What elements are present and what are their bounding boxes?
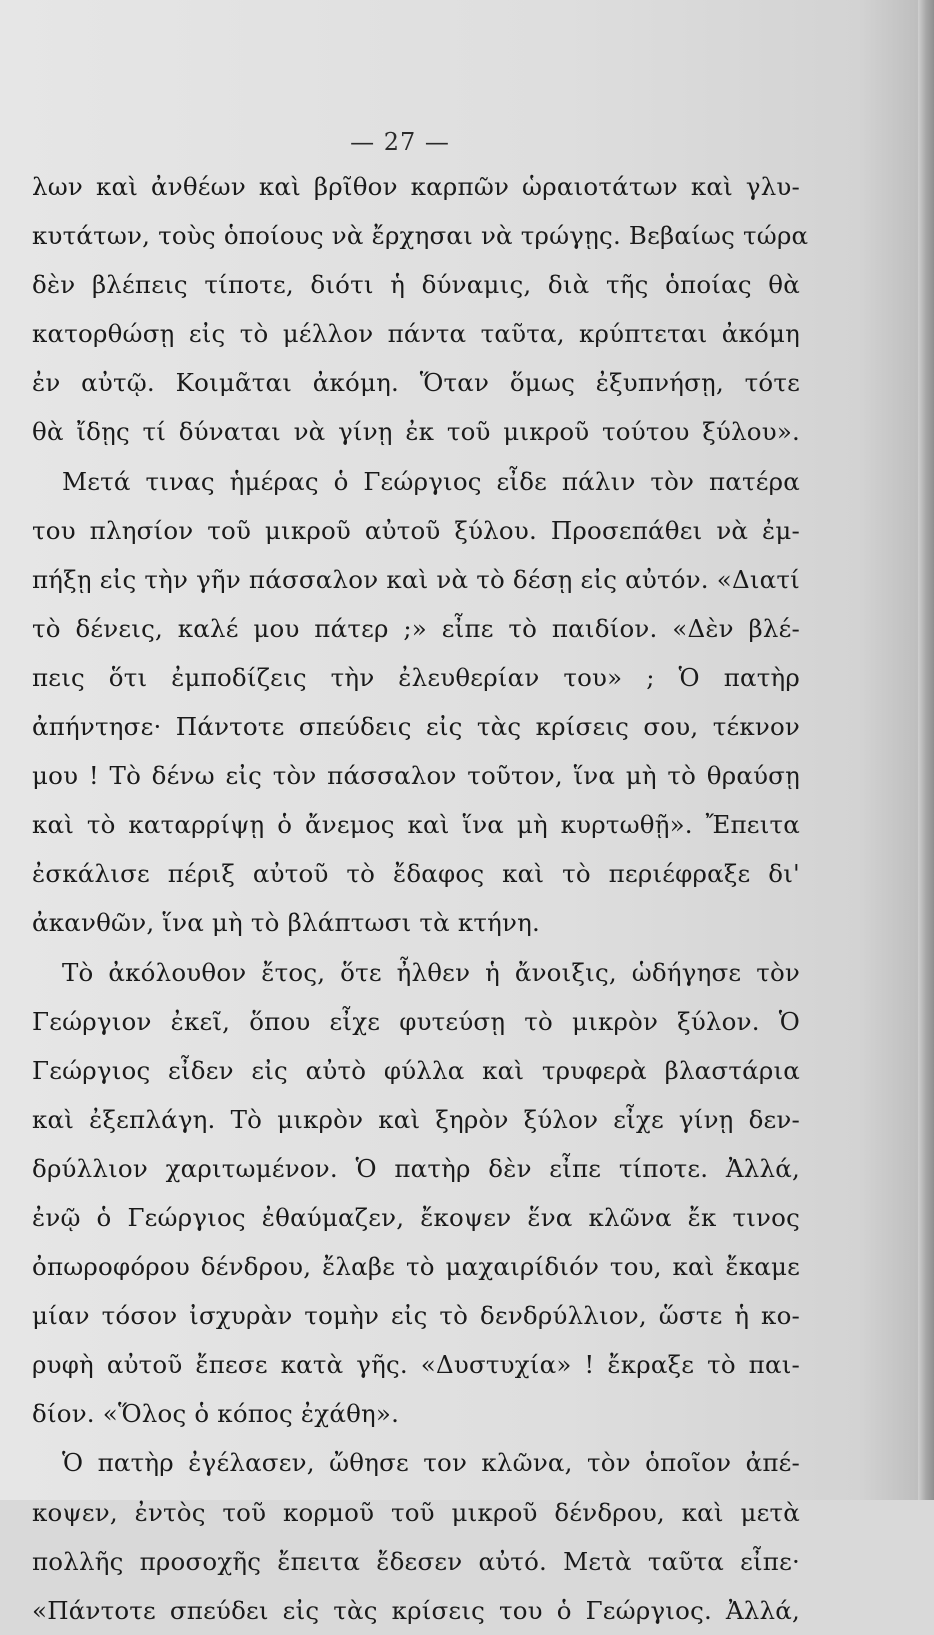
text-line: δὲν βλέπεις τίποτε, διότι ἡ δύναμις, διὰ τῆς ὁποίας θὰ [32, 270, 800, 300]
paragraph-end-line: δίον. «Ὅλος ὁ κόπος ἐχάθη». [32, 1399, 400, 1429]
text-line: ἀπήντησε· Πάντοτε σπεύδεις εἰς τὰς κρίσεις σου, τέκνον [32, 712, 800, 742]
text-line: ἐν αὐτῷ. Κοιμᾶται ἀκόμη. Ὅταν ὅμως ἐξυπνήσῃ, τότε [32, 368, 800, 398]
text-line: καὶ τὸ καταρρίψῃ ὁ ἄνεμος καὶ ἵνα μὴ κυρτωθῇ». Ἔπειτα [32, 810, 800, 840]
body-text [32, 162, 809, 1635]
text-line: πεις ὅτι ἐμποδίζεις τὴν ἐλευθερίαν του» ; Ὁ πατὴρ [32, 662, 800, 692]
text-line: ἐσκάλισε πέριξ αὐτοῦ τὸ ἔδαφος καὶ τὸ περιέφραξε δι' [32, 859, 800, 889]
text-line: τὸ δένεις, καλέ μου πάτερ ;» εἶπε τὸ παιδίον. «Δὲν βλέ- [32, 613, 800, 643]
text-line: ἐνῷ ὁ Γεώργιος ἐθαύμαζεν, ἔκοψεν ἕνα κλῶνα ἔκ τινος [32, 1202, 800, 1232]
paragraph-start-line: Μετά τινας ἡμέρας ὁ Γεώργιος εἶδε πάλιν τὸν πατέρα [62, 466, 800, 496]
text-line: λων καὶ ἀνθέων καὶ βρῖθον καρπῶν ὡραιοτάτων καὶ γλυ- [32, 172, 800, 201]
text-line: κατορθώσῃ εἰς τὸ μέλλον πάντα ταῦτα, κρύπτεται ἀκόμη [32, 319, 800, 349]
text-line: του πλησίον τοῦ μικροῦ αὐτοῦ ξύλου. Προσεπάθει νὰ ἐμ- [32, 515, 800, 545]
paragraph-end-line: ἀκανθῶν, ἵνα μὴ τὸ βλάπτωσι τὰ κτήνη. [32, 908, 540, 938]
text-line: ὀπωροφόρου δένδρου, ἔλαβε τὸ μαχαιρίδιόν του, καὶ ἔκαμε [32, 1252, 800, 1282]
page-number: — 27 — [350, 128, 450, 156]
paragraph-start-line: Τὸ ἀκόλουθον ἔτος, ὅτε ἦλθεν ἡ ἄνοιξις, ὡδήγησε τὸν [62, 957, 800, 987]
text-line: κυτάτων, τοὺς ὁποίους νὰ ἔρχησαι νὰ τρώγῃς. Βεβαίως τώρα [32, 221, 809, 251]
text-line: Γεώργιος εἶδεν εἰς αὐτὸ φύλλα καὶ τρυφερὰ βλαστάρια [32, 1055, 800, 1085]
text-line: πήξῃ εἰς τὴν γῆν πάσσαλον καὶ νὰ τὸ δέσῃ εἰς αὐτόν. «Διατί [32, 564, 800, 594]
text-line: θὰ ἴδῃς τί δύναται νὰ γίνῃ ἐκ τοῦ μικροῦ τούτου ξύλου». [32, 417, 800, 447]
text-line: μου ! Τὸ δένω εἰς τὸν πάσσαλον τοῦτον, ἵνα μὴ τὸ θραύσῃ [32, 761, 800, 791]
text-line: «Πάντοτε σπεύδει εἰς τὰς κρίσεις του ὁ Γεώργιος. Ἀλλά, [32, 1595, 800, 1625]
paragraph-start-line: Ὁ πατὴρ ἐγέλασεν, ὤθησε τον κλῶνα, τὸν ὁποῖον ἀπέ- [62, 1448, 800, 1478]
text-line: ρυφὴ αὐτοῦ ἔπεσε κατὰ γῆς. «Δυστυχία» ! ἔκραξε τὸ παι- [32, 1350, 800, 1380]
page-edge [918, 0, 934, 1500]
text-line: μίαν τόσον ἰσχυρὰν τομὴν εἰς τὸ δενδρύλλιον, ὥστε ἡ κο- [32, 1301, 800, 1331]
text-line: κοψεν, ἐντὸς τοῦ κορμοῦ τοῦ μικροῦ δένδρου, καὶ μετὰ [32, 1497, 800, 1527]
text-line: πολλῆς προσοχῆς ἔπειτα ἔδεσεν αὐτό. Μετὰ ταῦτα εἶπε· [32, 1546, 800, 1576]
text-line: καὶ ἐξεπλάγη. Τὸ μικρὸν καὶ ξηρὸν ξύλον εἶχε γίνῃ δεν- [32, 1104, 800, 1134]
text-line: Γεώργιον ἐκεῖ, ὅπου εἶχε φυτεύσῃ τὸ μικρὸν ξύλον. Ὁ [32, 1006, 800, 1036]
text-line: δρύλλιον χαριτωμένον. Ὁ πατὴρ δὲν εἶπε τίποτε. Ἀλλά, [32, 1153, 800, 1183]
